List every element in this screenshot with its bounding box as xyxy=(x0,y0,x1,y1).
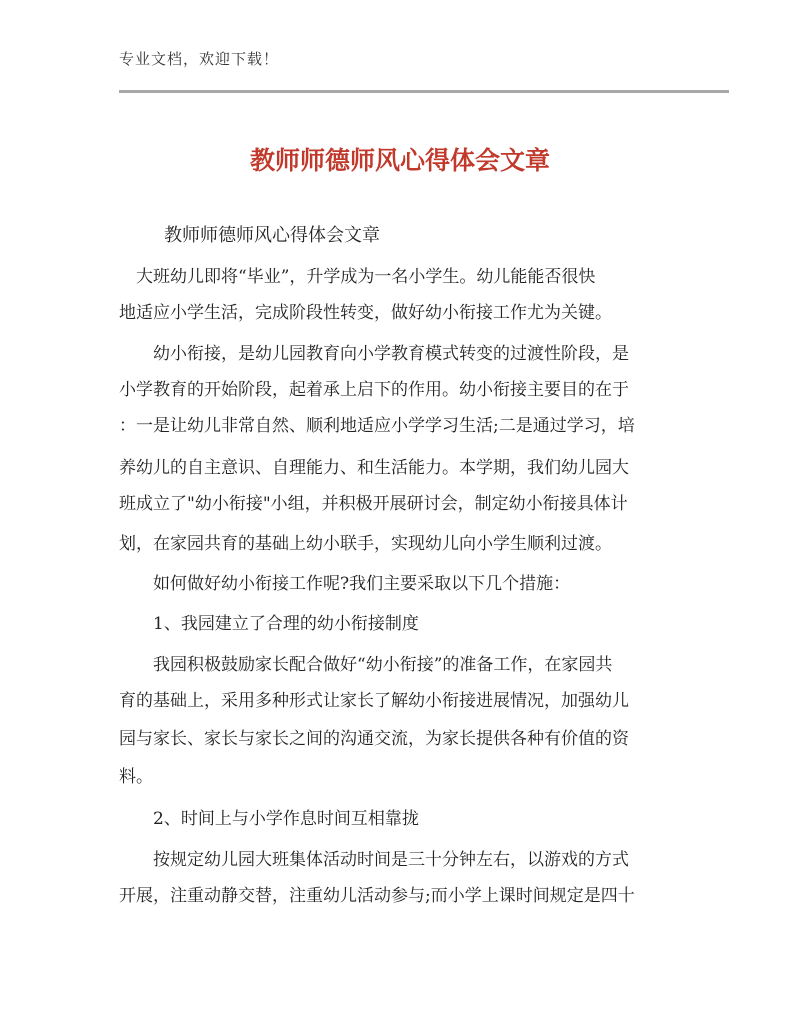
body-line: 1、我园建立了合理的幼小衔接制度 xyxy=(119,614,419,634)
body-line: 我园积极鼓励家长配合做好“幼小衔接”的准备工作，在家园共 xyxy=(119,655,613,675)
body-line: 2、时间上与小学作息时间互相靠拢 xyxy=(119,809,419,829)
body-line: 育的基础上，采用多种形式让家长了解幼小衔接进展情况，加强幼儿 xyxy=(119,691,629,711)
document-subtitle: 教师师德师风心得体会文章 xyxy=(164,225,380,246)
body-line: 地适应小学生活，完成阶段性转变，做好幼小衔接工作尤为关键。 xyxy=(119,303,612,323)
body-line: 大班幼儿即将“毕业”，升学成为一名小学生。幼儿能能否很快 xyxy=(119,267,596,287)
body-line: 按规定幼儿园大班集体活动时间是三十分钟左右，以游戏的方式 xyxy=(119,850,629,870)
header-divider xyxy=(119,90,729,93)
body-line: ：一是让幼儿非常自然、顺利地适应小学学习生活;二是通过学习，培 xyxy=(119,416,635,436)
body-line: 开展，注重动静交替，注重幼儿活动参与;而小学上课时间规定是四十 xyxy=(119,886,635,906)
body-line: 料。 xyxy=(119,767,153,787)
body-line: 养幼儿的自主意识、自理能力、和生活能力。本学期，我们幼儿园大 xyxy=(119,458,629,478)
body-line: 划，在家园共育的基础上幼小联手，实现幼儿向小学生顺利过渡。 xyxy=(119,534,612,554)
body-line: 班成立了"幼小衔接"小组，并积极开展研讨会，制定幼小衔接具体计 xyxy=(119,494,628,514)
document-title: 教师师德师风心得体会文章 xyxy=(249,146,550,175)
body-line: 幼小衔接，是幼儿园教育向小学教育模式转变的过渡性阶段，是 xyxy=(119,344,629,364)
body-line: 如何做好幼小衔接工作呢?我们主要采取以下几个措施： xyxy=(119,574,571,594)
body-line: 园与家长、家长与家长之间的沟通交流，为家长提供各种有价值的资 xyxy=(119,729,629,749)
body-line: 小学教育的开始阶段，起着承上启下的作用。幼小衔接主要目的在于 xyxy=(119,380,629,400)
header-text: 专业文档，欢迎下载！ xyxy=(119,50,280,68)
